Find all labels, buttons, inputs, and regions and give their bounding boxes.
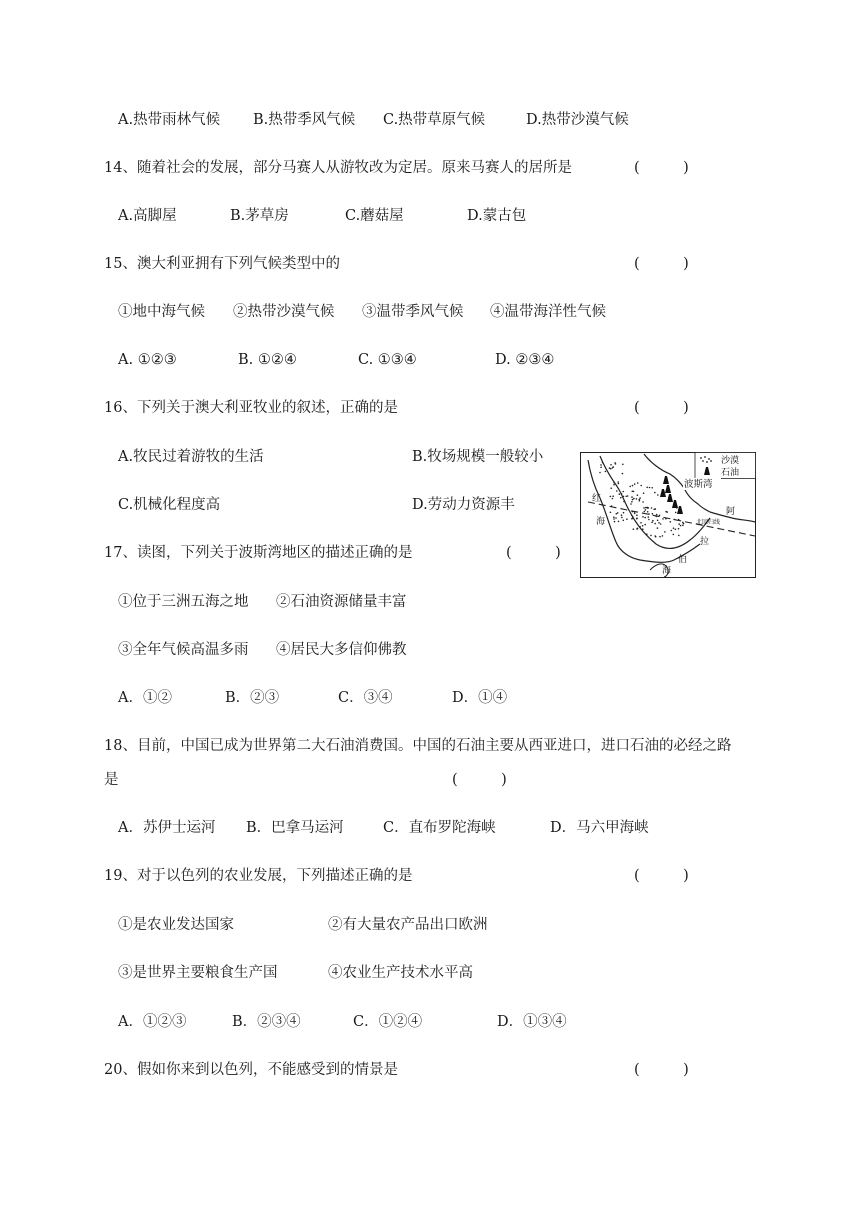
q15-option-d: D. ②③④	[495, 352, 555, 368]
q17-stem: 17、读图，下列关于波斯湾地区的描述正确的是	[104, 545, 413, 561]
persian-gulf-label: 波斯湾	[684, 479, 713, 490]
q19-answer-blank: ( )	[634, 868, 689, 884]
desert-dot	[634, 483, 636, 485]
q15-option-b: B. ①②④	[238, 352, 297, 368]
desert-dot	[647, 511, 649, 513]
q14-stem: 14、随着社会的发展，部分马赛人从游牧改为定居。原来马赛人的居所是	[104, 160, 572, 176]
q15-item-4: ④温带海洋性气候	[490, 304, 606, 320]
desert-dot	[621, 493, 623, 495]
arabian-sea-char-2: 拉	[700, 537, 710, 547]
desert-dot	[659, 536, 661, 538]
desert-dot	[610, 512, 612, 514]
q17-answer-blank: ( )	[506, 545, 561, 561]
q16-answer-blank: ( )	[634, 400, 689, 416]
q18-option-d: D．马六甲海峡	[550, 820, 649, 836]
desert-dot	[642, 528, 644, 530]
desert-dot	[600, 464, 602, 466]
desert-dot	[622, 473, 624, 475]
desert-dot	[631, 501, 633, 503]
desert-dot	[602, 462, 604, 464]
desert-dot	[633, 498, 635, 500]
desert-dot	[678, 523, 680, 525]
q15-item-2: ②热带沙漠气候	[233, 304, 335, 320]
desert-dot	[629, 486, 631, 488]
desert-dot	[627, 495, 629, 497]
desert-dot	[613, 482, 615, 484]
desert-dot	[652, 513, 654, 515]
desert-dot	[632, 485, 634, 487]
desert-dot	[640, 485, 642, 487]
q18-option-b: B．巴拿马运河	[246, 820, 344, 836]
q20-answer-blank: ( )	[634, 1062, 689, 1078]
desert-dot	[660, 523, 662, 525]
q19-item-4: ④农业生产技术水平高	[328, 965, 473, 981]
q14-option-c: C.蘑菇屋	[345, 208, 404, 224]
desert-dot	[652, 520, 654, 522]
desert-dot	[678, 535, 680, 537]
desert-dot	[633, 528, 635, 530]
desert-dot	[621, 514, 623, 516]
desert-dot	[636, 514, 638, 516]
desert-dot	[616, 513, 618, 515]
desert-dot	[600, 467, 602, 469]
q19-item-2: ②有大量农产品出口欧洲	[328, 917, 488, 933]
desert-dot	[671, 530, 673, 532]
desert-dot	[639, 497, 641, 499]
desert-dot	[643, 492, 645, 494]
desert-dot	[682, 525, 684, 527]
arabian-sea-char-3: 伯	[678, 555, 688, 565]
desert-dot	[633, 491, 635, 493]
desert-dot	[647, 507, 649, 509]
desert-dot	[644, 524, 646, 526]
desert-dot	[639, 526, 641, 528]
q15-item-3: ③温带季风气候	[362, 304, 464, 320]
q19-option-b: B．②③④	[232, 1014, 301, 1030]
desert-dot	[644, 511, 646, 513]
arabian-sea-char-1: 阿	[726, 507, 736, 517]
desert-dot	[620, 497, 622, 499]
q17-option-d: D．①④	[452, 690, 508, 706]
desert-dot	[613, 516, 615, 518]
desert-dot	[623, 501, 625, 503]
q17-option-a: A．①②	[118, 690, 172, 706]
desert-dot	[653, 509, 655, 511]
q15-answer-blank: ( )	[634, 256, 689, 272]
desert-dot	[616, 490, 618, 492]
desert-dot	[658, 522, 660, 524]
desert-dot	[623, 512, 625, 514]
desert-dot	[622, 464, 624, 466]
q18-stem-line1: 18、目前，中国已成为世界第二大石油消费国。中国的石油主要从西亚进口，进口石油的必经之路	[104, 738, 732, 754]
desert-dot	[678, 528, 680, 530]
q19-stem: 19、对于以色列的农业发展，下列描述正确的是	[104, 868, 413, 884]
desert-dot	[640, 522, 642, 524]
q17-item-2: ②石油资源储量丰富	[276, 594, 407, 610]
q15-stem: 15、澳大利亚拥有下列气候类型中的	[104, 256, 340, 272]
desert-dot	[670, 521, 672, 523]
red-sea-char-1: 红	[592, 494, 602, 504]
desert-dot	[609, 467, 611, 469]
desert-dot	[655, 536, 657, 538]
desert-dot	[646, 487, 648, 489]
q19-item-3: ③是世界主要粮食生产国	[118, 965, 278, 981]
desert-dot	[615, 517, 617, 519]
desert-dot	[656, 514, 658, 516]
q15-item-1: ①地中海气候	[118, 304, 205, 320]
q13-option-c: C.热带草原气候	[383, 112, 486, 128]
desert-dot	[612, 467, 614, 469]
tropic-label: 北回归线	[696, 519, 721, 526]
desert-dot	[625, 496, 627, 498]
desert-dot	[646, 533, 648, 535]
desert-dot	[617, 512, 619, 514]
desert-dot	[622, 491, 624, 493]
desert-dot	[643, 507, 645, 509]
desert-dot	[617, 481, 619, 483]
q13-option-d: D.热带沙漠气候	[526, 112, 629, 128]
desert-dot	[664, 531, 666, 533]
q16-option-c: C.机械化程度高	[118, 497, 221, 513]
desert-dot	[636, 498, 638, 500]
q14-option-b: B.茅草房	[230, 208, 289, 224]
desert-dot	[650, 535, 652, 537]
q13-option-b: B.热带季风气候	[253, 112, 356, 128]
q18-option-a: A．苏伊士运河	[118, 820, 216, 836]
q13-option-a: A.热带雨林气候	[118, 112, 221, 128]
desert-dot	[623, 496, 625, 498]
persian-gulf-map	[580, 452, 756, 578]
desert-dot	[605, 471, 607, 473]
desert-dot	[613, 484, 615, 486]
desert-dot	[673, 527, 675, 529]
q17-option-c: C．③④	[338, 690, 393, 706]
desert-dot	[645, 507, 647, 509]
desert-dot	[610, 487, 612, 489]
q16-option-b: B.牧场规模一般较小	[412, 449, 544, 465]
desert-dot	[662, 518, 664, 520]
desert-dot	[657, 520, 659, 522]
q17-item-1: ①位于三洲五海之地	[118, 594, 249, 610]
q19-option-a: A．①②③	[118, 1014, 187, 1030]
q15-option-c: C. ①③④	[358, 352, 417, 368]
desert-dot	[618, 483, 620, 485]
desert-dot	[614, 521, 616, 523]
desert-dot	[645, 509, 647, 511]
desert-dot	[649, 487, 651, 489]
q16-option-a: A.牧民过着游牧的生活	[118, 449, 264, 465]
desert-dot	[642, 516, 644, 518]
desert-dot	[626, 518, 628, 520]
desert-dot	[654, 523, 656, 525]
desert-dot	[637, 528, 639, 530]
red-sea-char-2: 海	[596, 517, 606, 527]
q15-option-a: A. ①②③	[118, 352, 177, 368]
q17-item-4: ④居民大多信仰佛教	[276, 642, 407, 658]
desert-dot	[613, 518, 615, 520]
q17-item-3: ③全年气候高温多雨	[118, 642, 249, 658]
desert-dot	[636, 518, 638, 520]
desert-dot	[657, 494, 659, 496]
desert-dot	[623, 520, 625, 522]
desert-dot	[651, 522, 653, 524]
desert-dot	[610, 464, 612, 466]
desert-dot	[621, 517, 623, 519]
desert-dot	[612, 498, 614, 500]
q18-answer-blank: ( )	[452, 772, 507, 788]
legend-oil-label: 石油	[721, 468, 740, 478]
desert-dot	[648, 519, 650, 521]
desert-dot	[657, 527, 659, 529]
q18-option-c: C．直布罗陀海峡	[383, 820, 496, 836]
desert-dot	[651, 487, 653, 489]
q17-option-b: B．②③	[225, 690, 280, 706]
desert-dot	[680, 525, 682, 527]
desert-dot	[632, 499, 634, 501]
q19-option-c: C．①②④	[353, 1014, 423, 1030]
desert-dot	[610, 496, 612, 498]
desert-dot	[619, 493, 621, 495]
desert-dot	[599, 472, 601, 474]
desert-dot	[634, 513, 636, 515]
desert-dot	[642, 501, 644, 503]
desert-dot	[639, 500, 641, 502]
q16-option-d: D.劳动力资源丰	[412, 497, 515, 513]
desert-dot	[631, 496, 633, 498]
desert-dot	[631, 518, 633, 520]
q16-stem: 16、下列关于澳大利亚牧业的叙述，正确的是	[104, 400, 398, 416]
q20-stem: 20、假如你来到以色列，不能感受到的情景是	[104, 1062, 398, 1078]
desert-dot	[642, 525, 644, 527]
desert-dot	[662, 535, 664, 537]
desert-dot	[612, 495, 614, 497]
desert-dot	[618, 521, 620, 523]
desert-dot	[666, 511, 668, 513]
desert-dot	[682, 522, 684, 524]
q19-option-d: D．①③④	[497, 1014, 567, 1030]
desert-dot	[648, 516, 650, 518]
desert-dot	[675, 512, 677, 514]
desert-dot	[637, 494, 639, 496]
q14-answer-blank: ( )	[634, 160, 689, 176]
desert-dot	[673, 534, 675, 536]
desert-dot	[654, 492, 656, 494]
desert-dot	[637, 482, 639, 484]
desert-dot	[644, 517, 646, 519]
desert-dot	[615, 463, 617, 465]
q18-stem-line2: 是	[104, 772, 119, 788]
legend-desert-label: 沙漠	[721, 456, 740, 466]
desert-dot	[631, 515, 633, 517]
arabian-sea-char-4: 海	[662, 566, 672, 576]
desert-dot	[630, 503, 632, 505]
q14-option-a: A.高脚屋	[118, 208, 177, 224]
q14-option-d: D.蒙古包	[467, 208, 527, 224]
desert-dot	[651, 507, 653, 509]
q19-item-1: ①是农业发达国家	[118, 917, 234, 933]
desert-dot	[675, 529, 677, 531]
